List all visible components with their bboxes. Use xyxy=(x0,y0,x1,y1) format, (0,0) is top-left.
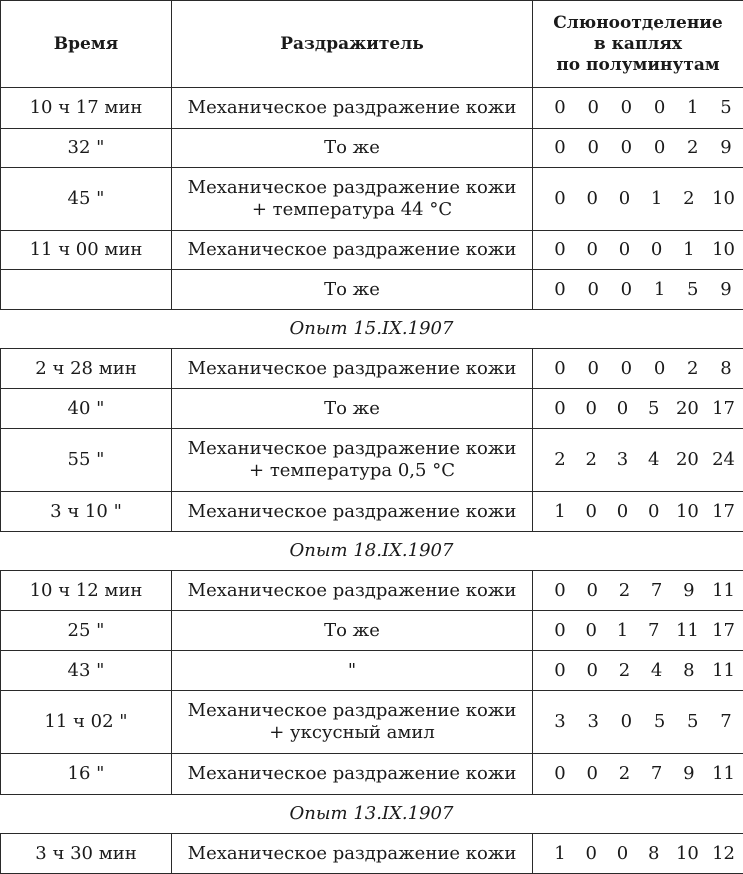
table-row: 43 " " 0 0 2 4 8 11 xyxy=(1,651,743,691)
table-row: 16 " Механическое раздражение кожи 0 0 2 7 9 11 xyxy=(1,754,743,795)
table-row: 11 ч 00 мин Механическое раздражение кожи 0 0 0 0 1 10 xyxy=(1,231,743,270)
table-row: 11 ч 02 " Механическое раздражение кожи + уксусный амил 3 3 0 5 5 7 xyxy=(1,691,743,754)
header-row xyxy=(1,1,743,88)
experiment-caption: Опыт 18.IX.1907 xyxy=(0,540,743,561)
table-row: 40 " То же 0 0 0 5 20 17 xyxy=(1,389,743,429)
header-time: Время xyxy=(1,1,172,88)
table-section-1 xyxy=(0,0,743,310)
table-row: 45 " Механическое раздражение кожи + температура 44 °С 0 0 0 1 2 10 xyxy=(1,168,743,231)
experiment-caption: Опыт 13.IX.1907 xyxy=(0,803,743,824)
table-section-2 xyxy=(0,348,743,532)
table-row: 10 ч 17 мин Механическое раздражение кожи 0 0 0 0 1 5 xyxy=(1,88,743,129)
header-salivation: Слюноотделение в каплях по полуминутам xyxy=(533,1,743,88)
header-stimulus: Раздражитель xyxy=(172,1,533,88)
table-row: 10 ч 12 мин Механическое раздражение кожи 0 0 2 7 9 11 xyxy=(1,571,743,611)
table-row: 3 ч 30 мин Механическое раздражение кожи 1 0 0 8 10 12 xyxy=(1,834,743,874)
table-row: 25 " То же 0 0 1 7 11 17 xyxy=(1,611,743,651)
table-section-4 xyxy=(0,833,743,874)
table-row: 32 " То же 0 0 0 0 2 9 xyxy=(1,129,743,168)
table-row: То же 0 0 0 1 5 9 xyxy=(1,270,743,310)
table-row: 3 ч 10 " Механическое раздражение кожи 1 0 0 0 10 17 xyxy=(1,492,743,532)
table-row: 2 ч 28 мин Механическое раздражение кожи 0 0 0 0 2 8 xyxy=(1,349,743,389)
table-row: 55 " Механическое раздражение кожи + температура 0,5 °С 2 2 3 4 20 24 xyxy=(1,429,743,492)
experiment-caption: Опыт 15.IX.1907 xyxy=(0,318,743,339)
table-section-3 xyxy=(0,570,743,795)
